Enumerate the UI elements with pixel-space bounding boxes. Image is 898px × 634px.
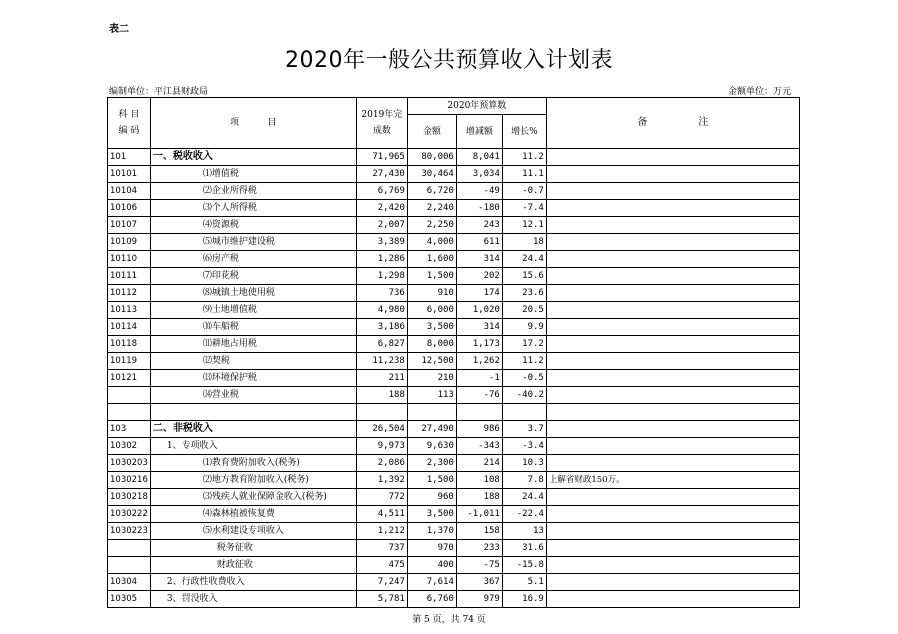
- row-remark: [546, 404, 799, 421]
- row-2019-actual: 1,286: [356, 251, 407, 268]
- row-2019-actual: 736: [356, 285, 407, 302]
- row-growth: 20.5: [502, 302, 546, 319]
- row-growth: -3.4: [502, 438, 546, 455]
- row-2019-actual: 6,827: [356, 336, 407, 353]
- row-growth: 9.9: [502, 319, 546, 336]
- row-2020-amount: 30,464: [407, 166, 456, 183]
- row-2019-actual: 475: [356, 557, 407, 574]
- row-2019-actual: 1,212: [356, 523, 407, 540]
- header-2019-actual: 2019年完 成数: [356, 98, 407, 149]
- row-2020-amount: 4,000: [407, 234, 456, 251]
- header-remark: 备 注: [546, 98, 799, 149]
- row-item-name: ⑴增值税: [150, 166, 356, 183]
- row-growth: 23.6: [502, 285, 546, 302]
- row-2020-amount: 12,500: [407, 353, 456, 370]
- row-2020-amount: 3,500: [407, 506, 456, 523]
- table-row: [108, 387, 800, 404]
- row-change: 979: [456, 591, 502, 608]
- table-row: [108, 421, 800, 438]
- row-change: -49: [456, 183, 502, 200]
- row-code: [108, 387, 151, 404]
- row-remark: [546, 540, 799, 557]
- row-change: 174: [456, 285, 502, 302]
- row-2020-amount: 910: [407, 285, 456, 302]
- row-growth: 31.6: [502, 540, 546, 557]
- row-2019-actual: 5,781: [356, 591, 407, 608]
- row-remark: [546, 438, 799, 455]
- row-item-name: ⑸城市维护建设税: [150, 234, 356, 251]
- row-growth: 3.7: [502, 421, 546, 438]
- row-2019-actual: 71,965: [356, 149, 407, 166]
- row-item-name: ⑶残疾人就业保障金收入(税务): [150, 489, 356, 506]
- document-title: 2020年一般公共预算收入计划表: [285, 48, 613, 73]
- row-2020-amount: 1,370: [407, 523, 456, 540]
- row-change: 108: [456, 472, 502, 489]
- row-change: 243: [456, 217, 502, 234]
- row-remark: [546, 217, 799, 234]
- header-change: 增减额: [456, 115, 502, 149]
- table-row: [108, 506, 800, 523]
- row-growth: 11.2: [502, 353, 546, 370]
- row-remark: [546, 234, 799, 251]
- table-row: [108, 149, 800, 166]
- row-2020-amount: 400: [407, 557, 456, 574]
- row-2020-amount: 6,760: [407, 591, 456, 608]
- row-code: 10111: [108, 268, 151, 285]
- header-item: 项 目: [150, 98, 356, 149]
- table-row: [108, 540, 800, 557]
- row-code: 101: [108, 149, 151, 166]
- row-change: -76: [456, 387, 502, 404]
- row-growth: [502, 404, 546, 421]
- row-2019-actual: 27,430: [356, 166, 407, 183]
- row-change: 314: [456, 251, 502, 268]
- row-code: 10110: [108, 251, 151, 268]
- row-2019-actual: 6,769: [356, 183, 407, 200]
- row-remark: [546, 574, 799, 591]
- row-change: 3,034: [456, 166, 502, 183]
- row-change: 611: [456, 234, 502, 251]
- row-item-name: ⑻城镇土地使用税: [150, 285, 356, 302]
- row-change: 202: [456, 268, 502, 285]
- row-growth: 15.6: [502, 268, 546, 285]
- row-item-name: 财政征收: [150, 557, 356, 574]
- row-growth: 18: [502, 234, 546, 251]
- row-2020-amount: 2,300: [407, 455, 456, 472]
- row-remark: [546, 200, 799, 217]
- row-2019-actual: 4,511: [356, 506, 407, 523]
- row-2020-amount: [407, 404, 456, 421]
- row-growth: -15.8: [502, 557, 546, 574]
- table-row: [108, 251, 800, 268]
- row-change: 158: [456, 523, 502, 540]
- table-row: [108, 302, 800, 319]
- row-item-name: ⑷森林植被恢复费: [150, 506, 356, 523]
- row-2020-amount: 80,006: [407, 149, 456, 166]
- row-2020-amount: 970: [407, 540, 456, 557]
- row-remark: [546, 336, 799, 353]
- row-remark: [546, 251, 799, 268]
- row-change: 367: [456, 574, 502, 591]
- row-change: -343: [456, 438, 502, 455]
- row-code: 10112: [108, 285, 151, 302]
- row-item-name: ⑵地方教育附加收入(税务): [150, 472, 356, 489]
- row-item-name: ⑵企业所得税: [150, 183, 356, 200]
- row-remark: [546, 455, 799, 472]
- table-row: [108, 353, 800, 370]
- table-row: [108, 234, 800, 251]
- row-item-name: ⒁营业税: [150, 387, 356, 404]
- row-change: 233: [456, 540, 502, 557]
- row-code: 10121: [108, 370, 151, 387]
- row-code: 10305: [108, 591, 151, 608]
- table-row: [108, 523, 800, 540]
- row-remark: [546, 149, 799, 166]
- row-2020-amount: 6,720: [407, 183, 456, 200]
- row-2019-actual: 2,420: [356, 200, 407, 217]
- row-code: 10104: [108, 183, 151, 200]
- row-item-name: ⑿契税: [150, 353, 356, 370]
- row-code: 10101: [108, 166, 151, 183]
- row-growth: -7.4: [502, 200, 546, 217]
- row-2020-amount: 3,500: [407, 319, 456, 336]
- row-2020-amount: 7,614: [407, 574, 456, 591]
- table-row: [108, 557, 800, 574]
- table-row: [108, 200, 800, 217]
- table-row: [108, 268, 800, 285]
- page-footer: 第 5 页，共 74 页: [412, 615, 486, 625]
- row-remark: [546, 489, 799, 506]
- row-change: 8,041: [456, 149, 502, 166]
- row-item-name: 一、税收收入: [150, 149, 356, 166]
- table-row: [108, 285, 800, 302]
- row-item-name: ⑷资源税: [150, 217, 356, 234]
- row-growth: -0.7: [502, 183, 546, 200]
- row-remark: 上解省财政150万。: [546, 472, 799, 489]
- row-change: 1,020: [456, 302, 502, 319]
- row-change: 314: [456, 319, 502, 336]
- row-change: -180: [456, 200, 502, 217]
- row-remark: [546, 421, 799, 438]
- row-item-name: ⑼土地增值税: [150, 302, 356, 319]
- row-growth: 5.1: [502, 574, 546, 591]
- compiling-unit: 编制单位：平江县财政局: [109, 87, 209, 97]
- table-row: [108, 319, 800, 336]
- row-2020-amount: 1,500: [407, 472, 456, 489]
- row-remark: [546, 183, 799, 200]
- row-item-name: ⑽车船税: [150, 319, 356, 336]
- row-code: [108, 404, 151, 421]
- row-2020-amount: 113: [407, 387, 456, 404]
- header-growth: 增长%: [502, 115, 546, 149]
- row-growth: 11.2: [502, 149, 546, 166]
- row-growth: 17.2: [502, 336, 546, 353]
- row-remark: [546, 591, 799, 608]
- row-item-name: 二、非税收入: [150, 421, 356, 438]
- row-item-name: 1、专项收入: [150, 438, 356, 455]
- row-remark: [546, 285, 799, 302]
- row-2020-amount: 9,630: [407, 438, 456, 455]
- row-2020-amount: 6,000: [407, 302, 456, 319]
- row-code: [108, 557, 151, 574]
- row-2019-actual: [356, 404, 407, 421]
- table-row: [108, 183, 800, 200]
- row-2019-actual: 7,247: [356, 574, 407, 591]
- row-remark: [546, 506, 799, 523]
- row-change: [456, 404, 502, 421]
- row-2019-actual: 11,238: [356, 353, 407, 370]
- row-item-name: ⑺印花税: [150, 268, 356, 285]
- row-2020-amount: 1,600: [407, 251, 456, 268]
- row-change: -75: [456, 557, 502, 574]
- row-growth: -40.2: [502, 387, 546, 404]
- table-row: [108, 574, 800, 591]
- row-growth: -0.5: [502, 370, 546, 387]
- row-2019-actual: 737: [356, 540, 407, 557]
- row-remark: [546, 523, 799, 540]
- row-code: 1030203: [108, 455, 151, 472]
- header-code: 科 目 编 码: [108, 98, 151, 149]
- row-2019-actual: 2,007: [356, 217, 407, 234]
- row-2020-amount: 27,490: [407, 421, 456, 438]
- row-code: 1030216: [108, 472, 151, 489]
- row-remark: [546, 319, 799, 336]
- row-code: 10107: [108, 217, 151, 234]
- row-code: 10114: [108, 319, 151, 336]
- table-row: [108, 455, 800, 472]
- row-2019-actual: 4,980: [356, 302, 407, 319]
- row-growth: 16.9: [502, 591, 546, 608]
- row-item-name: ⑶个人所得税: [150, 200, 356, 217]
- row-item-name: ⒀环境保护税: [150, 370, 356, 387]
- row-code: [108, 540, 151, 557]
- table-row: [108, 404, 800, 421]
- row-item-name: 税务征收: [150, 540, 356, 557]
- row-code: 10119: [108, 353, 151, 370]
- budget-table: [107, 97, 800, 608]
- table-row: [108, 489, 800, 506]
- row-2019-actual: 26,504: [356, 421, 407, 438]
- row-2020-amount: 210: [407, 370, 456, 387]
- header-amount: 金额: [407, 115, 456, 149]
- table-row: [108, 217, 800, 234]
- table-row: [108, 472, 800, 489]
- row-change: 214: [456, 455, 502, 472]
- row-code: 1030222: [108, 506, 151, 523]
- row-2020-amount: 2,250: [407, 217, 456, 234]
- table-row: [108, 438, 800, 455]
- row-change: 1,262: [456, 353, 502, 370]
- row-2019-actual: 1,298: [356, 268, 407, 285]
- row-2019-actual: 3,186: [356, 319, 407, 336]
- row-remark: [546, 353, 799, 370]
- row-remark: [546, 166, 799, 183]
- row-change: -1,011: [456, 506, 502, 523]
- row-growth: 13: [502, 523, 546, 540]
- table-row: [108, 591, 800, 608]
- row-change: 986: [456, 421, 502, 438]
- row-code: 10118: [108, 336, 151, 353]
- row-growth: 11.1: [502, 166, 546, 183]
- row-growth: 24.4: [502, 251, 546, 268]
- row-growth: 24.4: [502, 489, 546, 506]
- row-code: 1030223: [108, 523, 151, 540]
- amount-unit: 金额单位：万元: [727, 87, 791, 97]
- row-change: 188: [456, 489, 502, 506]
- row-code: 10302: [108, 438, 151, 455]
- table-row: [108, 370, 800, 387]
- row-2020-amount: 1,500: [407, 268, 456, 285]
- row-remark: [546, 302, 799, 319]
- row-2019-actual: 1,392: [356, 472, 407, 489]
- table-row: [108, 336, 800, 353]
- row-2019-actual: 9,973: [356, 438, 407, 455]
- row-2020-amount: 960: [407, 489, 456, 506]
- row-code: 10109: [108, 234, 151, 251]
- row-item-name: [150, 404, 356, 421]
- row-2019-actual: 3,389: [356, 234, 407, 251]
- row-change: 1,173: [456, 336, 502, 353]
- row-code: 103: [108, 421, 151, 438]
- row-remark: [546, 387, 799, 404]
- row-remark: [546, 557, 799, 574]
- table-row: [108, 166, 800, 183]
- row-2019-actual: 211: [356, 370, 407, 387]
- row-code: 10113: [108, 302, 151, 319]
- row-2020-amount: 2,240: [407, 200, 456, 217]
- row-item-name: ⑸水利建设专项收入: [150, 523, 356, 540]
- row-growth: -22.4: [502, 506, 546, 523]
- row-item-name: 2、行政性收费收入: [150, 574, 356, 591]
- row-2019-actual: 2,086: [356, 455, 407, 472]
- row-growth: 7.8: [502, 472, 546, 489]
- row-item-name: 3、罚没收入: [150, 591, 356, 608]
- row-change: -1: [456, 370, 502, 387]
- row-item-name: ⑹房产税: [150, 251, 356, 268]
- row-item-name: ⑾耕地占用税: [150, 336, 356, 353]
- row-item-name: ⑴教育费附加收入(税务): [150, 455, 356, 472]
- row-2020-amount: 8,000: [407, 336, 456, 353]
- row-remark: [546, 370, 799, 387]
- header-2020-budget: 2020年预算数: [407, 98, 546, 115]
- row-growth: 12.1: [502, 217, 546, 234]
- table-label: 表二: [109, 24, 129, 35]
- row-code: 10106: [108, 200, 151, 217]
- row-code: 1030218: [108, 489, 151, 506]
- row-2019-actual: 188: [356, 387, 407, 404]
- row-code: 10304: [108, 574, 151, 591]
- row-remark: [546, 268, 799, 285]
- row-2019-actual: 772: [356, 489, 407, 506]
- row-growth: 10.3: [502, 455, 546, 472]
